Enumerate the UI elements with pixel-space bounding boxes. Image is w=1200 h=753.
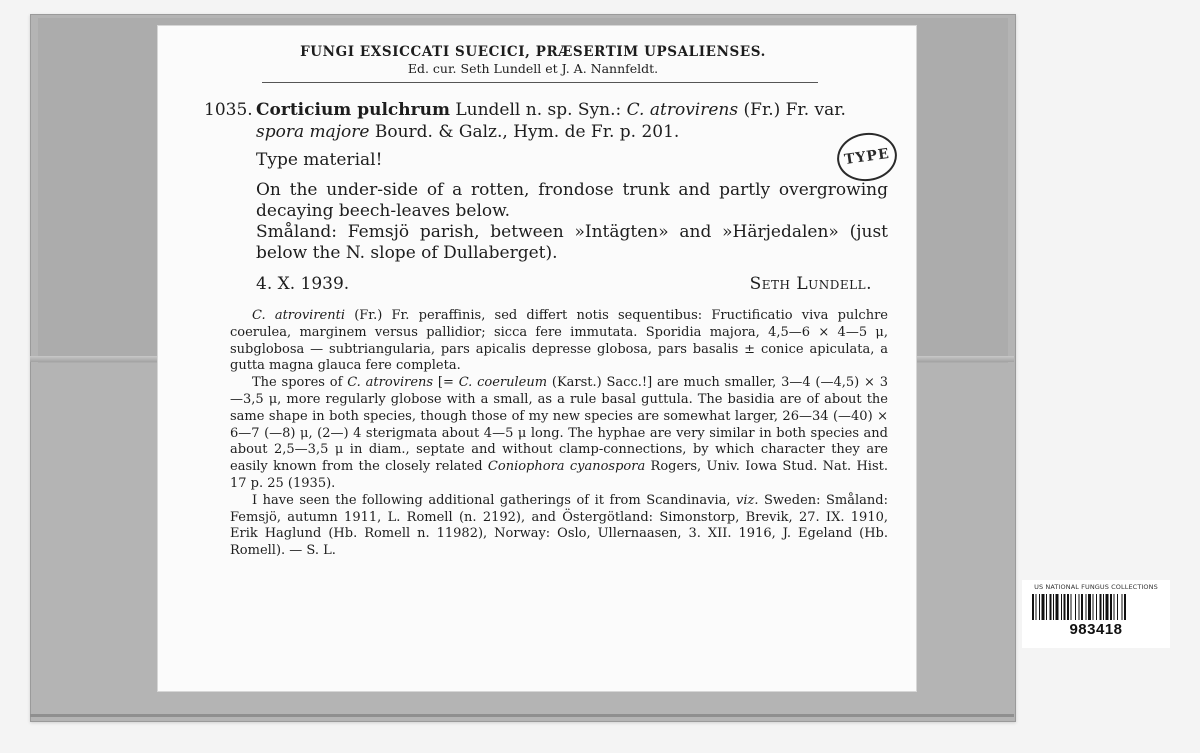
habitat: On the under-side of a rotten, frondose trunk and partly overgrowing decaying beech-leaves below. [256,180,888,221]
type-material: Type material! [256,150,383,170]
note1-b: C. atrovirens [347,375,434,391]
folder-bottom-edge [30,714,1014,717]
note1-e: (Karst.) Sacc.!] are much smaller, 3—4 (—4,5) × 3—3,5 μ, more regularly globose with a small, as a rule basal guttula. The basidia are of about the same shape in both species, though those of my new species are somewhat larger, 26—34 (—40) × 6—7 (—8) μ, (2—) 4 sterigmata about 4—5 μ long. The hyphae are very similar in both species and about 2,5—3,5 μ in diam., septate and without clamp-connections, by which character they are easily known from the closely related [230,375,889,475]
note1-a: The spores of [252,375,348,391]
exsiccata-number: 1035. [204,100,253,120]
latin-lead: C. atrovirenti [252,308,345,323]
note2-c: Sweden: Småland: Femsjö, autumn 1911, L. Romell (n. 2192), and Östergötland: Simonstorp, Brevik, 27. IX. 1910, Erik Haglund (Hb. Romell n. 11982), Norway: Oslo, Ullernaasen, 3. XII. 1916, J. Egeland (Hb. Romell). — S. L. [230,492,888,559]
collection-date: 4. X. 1939. [256,274,350,294]
species-heading [256,99,888,143]
date-collector-row [256,274,888,294]
note1-f: Coniophora cyanospora [487,459,646,475]
barcode-icon [1030,594,1162,620]
note2-a: I have seen the following additional gatherings of it from Scandinavia, [252,492,737,508]
locality: Småland: Femsjö parish, between »Intägten» and »Härjedalen» (just below the N. slope of Dullaberget). [256,222,888,263]
barcode-label [1022,580,1170,648]
spore-comparison [230,375,888,493]
authority-synonym: Lundell n. sp. Syn.: [449,100,627,120]
latin-text: (Fr.) Fr. peraffinis, sed differt notis sequentibus: Fructificatio viva pulchre coerulea, marginem versus pallidior; sicca fere immutata. Sporidia majora, 4,5—6 × 4—5 μ, subglobosa — subtriangularia, pars apicalis depresse globosa, pars basalis ± conice apiculata, a gutta magna glauca fere completa. [230,308,888,374]
series-editors: Ed. cur. Seth Lundell et J. A. Nannfeldt. [407,61,659,76]
barcode-number: 983418 [1069,621,1123,638]
barcode-caption: US NATIONAL FUNGUS COLLECTIONS [1034,583,1158,591]
species-name: Corticium pulchrum [256,100,450,120]
additional-gatherings [230,493,888,560]
note2-b: viz. [736,492,759,508]
series-title: FUNGI EXSICCATI SUECICI, PRÆSERTIM UPSALIENSES. [300,44,766,60]
collector-name: Seth Lundell. [749,274,872,294]
latin-diagnosis [230,308,888,375]
header-rule [262,82,818,83]
notes-block [230,308,888,560]
specimen-entry [202,99,888,143]
synonym-reference: Bourd. & Galz., Hym. de Fr. p. 201. [369,122,680,142]
specimen-label [157,25,917,692]
note1-c: [= [433,375,459,391]
synonym-name: C. atrovirens [626,100,739,120]
type-stamp: TYPE [834,129,900,185]
synonym-author: (Fr.) Fr. var. [738,100,846,120]
note1-g: Rogers, Univ. Iowa Stud. Nat. Hist. 17 p. 25 (1935). [230,459,888,491]
note1-d: C. coeruleum [458,375,548,391]
synonym-variety: spora majore [256,122,370,142]
